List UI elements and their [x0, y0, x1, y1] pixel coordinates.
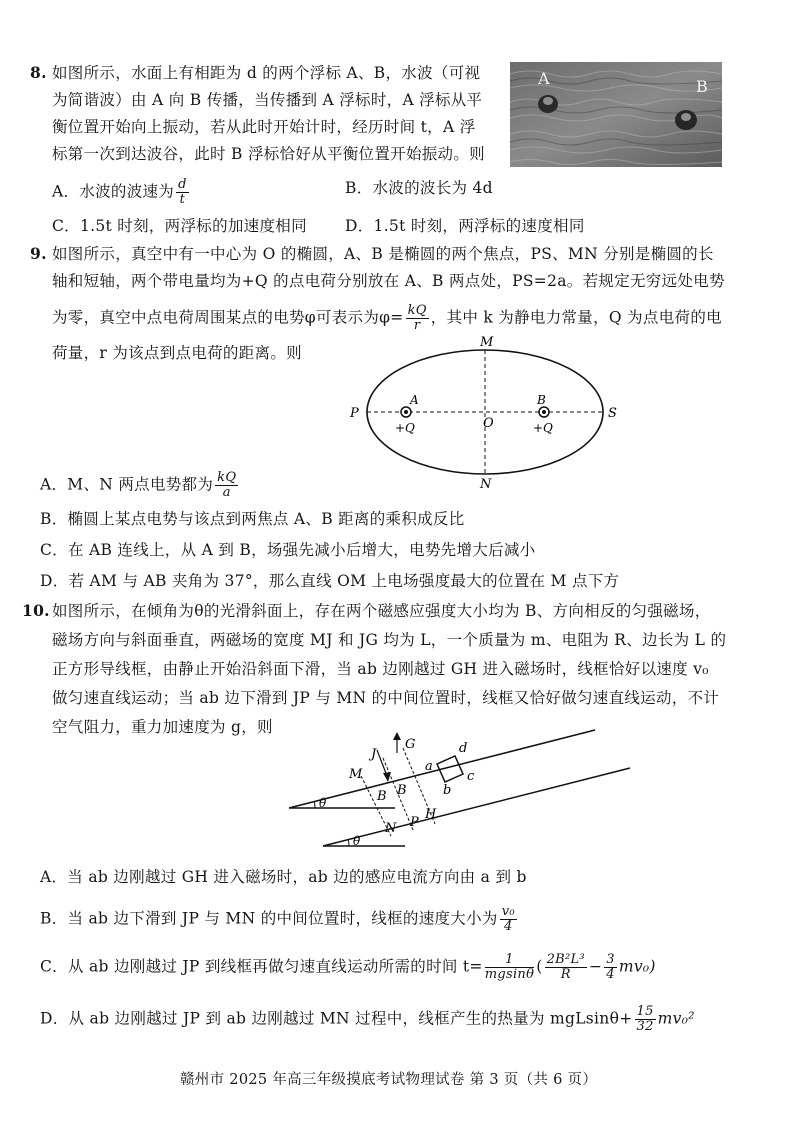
q10-line-3: 正方形导线框，由静止开始沿斜面下滑，当 ab 边刚越过 GH 进入磁场时，线框恰好以速度 v₀: [52, 660, 709, 678]
q10-line-4: 做匀速直线运动；当 ab 边下滑到 JP 与 MN 的中间位置时，线框又恰好做匀速直线运动，不计: [52, 689, 720, 707]
q9-potential-fraction: [406, 304, 429, 333]
q9-line-4: 荷量，r 为该点到点电荷的距离。则: [52, 344, 302, 362]
q10-option-c-text: C．从 ab 边刚越过 JP 到线框再做匀速直线运动所需的时间 t=: [40, 957, 483, 976]
q10-option-d: [40, 1005, 695, 1034]
q10-number: 10.: [22, 601, 50, 620]
q8-line-2: 为简谐波）由 A 向 B 传播，当传播到 A 浮标时，A 浮标从平: [52, 91, 483, 109]
label-h: H: [425, 807, 437, 822]
q9-line-3: [52, 304, 722, 333]
q9-option-a: [40, 471, 240, 500]
q8-line-3: 衡位置开始向上振动，若从此时开始计时，经历时间 t，A 浮: [52, 118, 476, 136]
photo-label-b: B: [696, 77, 708, 96]
q10-option-b-fraction: [500, 905, 517, 934]
label-p: P: [410, 815, 419, 830]
q9-potential-den: r: [413, 318, 421, 333]
label-a: A: [410, 393, 419, 407]
label-m: M: [349, 767, 363, 782]
q9-option-d: D．若 AM 与 AB 夹角为 37°，那么直线 OM 上电场强度最大的位置在 M 点下方: [40, 572, 620, 590]
q8-option-a-text: A．水波的波速为: [52, 182, 175, 201]
label-n: N: [480, 477, 492, 490]
q10-option-d-num: 15: [636, 1004, 654, 1019]
q8-option-a-fraction: [176, 178, 189, 207]
q10-option-c-frac-1: [485, 953, 534, 982]
label-charge-a: +Q: [395, 421, 415, 435]
label-loop-b: b: [443, 783, 452, 798]
label-p: P: [350, 406, 359, 421]
q10-option-d-text: D．从 ab 边刚越过 JP 到 ab 边刚越过 MN 过程中，线框产生的热量为 mgLsinθ+: [40, 1009, 633, 1028]
q8-option-a: [52, 178, 191, 207]
q9-option-a-fraction: [215, 471, 238, 500]
q8-number: 8.: [30, 63, 47, 82]
label-b-field-1: B: [377, 789, 387, 804]
q9-number: 9.: [30, 244, 47, 263]
q10-option-c-tail: mv₀): [618, 957, 656, 976]
q9-ellipse-diagram: [340, 330, 620, 490]
q9-line-1: 如图所示，真空中有一中心为 O 的椭圆，A、B 是椭圆的两个焦点，PS、MN 分别是椭圆的长: [52, 245, 714, 263]
water-photo-graphic: [510, 62, 722, 167]
q10-option-c-frac-1-num: 1: [485, 953, 534, 968]
q8-line-4: 标第一次到达波谷，此时 B 浮标恰好从平衡位置开始振动。则: [52, 145, 485, 163]
label-theta-bottom: θ: [353, 834, 361, 848]
q10-option-c: [40, 953, 656, 982]
label-n: N: [385, 821, 397, 836]
q10-option-b-num: v₀: [501, 904, 515, 919]
photo-label-a: A: [538, 69, 550, 88]
q10-option-c-minus: −: [588, 957, 603, 976]
q8-line-1: 如图所示，水面上有相距为 d 的两个浮标 A、B，水波（可视: [52, 64, 481, 82]
q10-option-c-frac-2-num: 2B²L³: [546, 952, 585, 967]
incline-graphic: [285, 728, 635, 856]
q10-option-c-frac-3-den: 4: [606, 967, 615, 982]
q9-line-3-pre: 为零，真空中点电荷周围某点的电势φ可表示为φ=: [52, 308, 404, 327]
q9-potential-num: kQ: [407, 303, 427, 318]
label-j: J: [371, 747, 377, 762]
q8-frac-den: t: [179, 192, 186, 207]
q9-line-3-post: ，其中 k 为静电力常量，Q 为点电荷的电: [430, 308, 722, 327]
q10-option-d-den: 32: [636, 1019, 654, 1034]
q8-option-c: C．1.5t 时刻，两浮标的加速度相同: [52, 217, 307, 235]
label-theta-top: θ: [319, 796, 327, 810]
q8-option-d: D．1.5t 时刻，两浮标的速度相同: [345, 217, 585, 235]
q9-option-a-num: kQ: [217, 470, 237, 485]
label-b-field-2: B: [397, 783, 407, 798]
q10-option-c-frac-1-den: mgsinθ: [484, 967, 535, 982]
q9-option-b: B．椭圆上某点电势与该点到两焦点 A、B 距离的乘积成反比: [40, 510, 465, 528]
label-loop-d: d: [459, 741, 468, 756]
q10-line-5: 空气阻力，重力加速度为 g，则: [52, 718, 273, 736]
ellipse-graphic: [340, 330, 620, 490]
q9-line-2: 轴和短轴，两个带电量均为+Q 的点电荷分别放在 A、B 两点处，PS=2a。若规定无穷远处电势: [52, 272, 725, 290]
q10-option-b-den: 4: [503, 919, 513, 934]
q8-option-b: B．水波的波长为 4d: [345, 179, 493, 197]
label-g: G: [405, 737, 416, 752]
label-m: M: [480, 335, 494, 350]
q10-line-1: 如图所示，在倾角为θ的光滑斜面上，存在两个磁感应强度大小均为 B、方向相反的匀强磁场，: [52, 602, 711, 620]
q10-option-c-frac-3: [604, 953, 617, 982]
label-loop-a: a: [425, 759, 433, 774]
q10-option-b: [40, 905, 519, 934]
q10-option-d-tail: mv₀²: [657, 1009, 695, 1028]
q9-option-a-text: A．M、N 两点电势都为: [40, 475, 214, 494]
label-o: O: [483, 416, 494, 431]
q10-option-c-frac-2: [545, 953, 587, 982]
q10-line-2: 磁场方向与斜面垂直，两磁场的宽度 MJ 和 JG 均为 L，一个质量为 m、电阻为 R、边长为 L 的: [52, 631, 727, 649]
incline-upper-edge: [289, 730, 595, 808]
q10-option-c-frac-3-num: 3: [606, 952, 615, 967]
incline-lower-edge: [323, 768, 630, 846]
q10-option-a: A．当 ab 边刚越过 GH 进入磁场时，ab 边的感应电流方向由 a 到 b: [40, 868, 527, 886]
q10-option-c-frac-2-den: R: [560, 967, 571, 982]
label-loop-c: c: [467, 769, 475, 784]
label-charge-b: +Q: [533, 421, 553, 435]
q9-option-a-den: a: [222, 485, 231, 500]
label-s: S: [608, 406, 617, 421]
label-b: B: [537, 393, 546, 407]
page-footer: 赣州市 2025 年高三年级摸底考试物理试卷 第 3 页（共 6 页）: [180, 1072, 598, 1088]
q10-option-d-fraction: [635, 1005, 656, 1034]
q10-option-b-text: B．当 ab 边下滑到 JP 与 MN 的中间位置时，线框的速度大小为: [40, 909, 498, 928]
q9-option-c: C．在 AB 连线上，从 A 到 B，场强先减小后增大，电势先增大后减小: [40, 541, 536, 559]
q8-water-photo: [510, 62, 722, 167]
q10-incline-diagram: [285, 728, 635, 856]
q8-frac-num: d: [178, 177, 187, 192]
q10-option-c-paren: (: [536, 957, 543, 976]
